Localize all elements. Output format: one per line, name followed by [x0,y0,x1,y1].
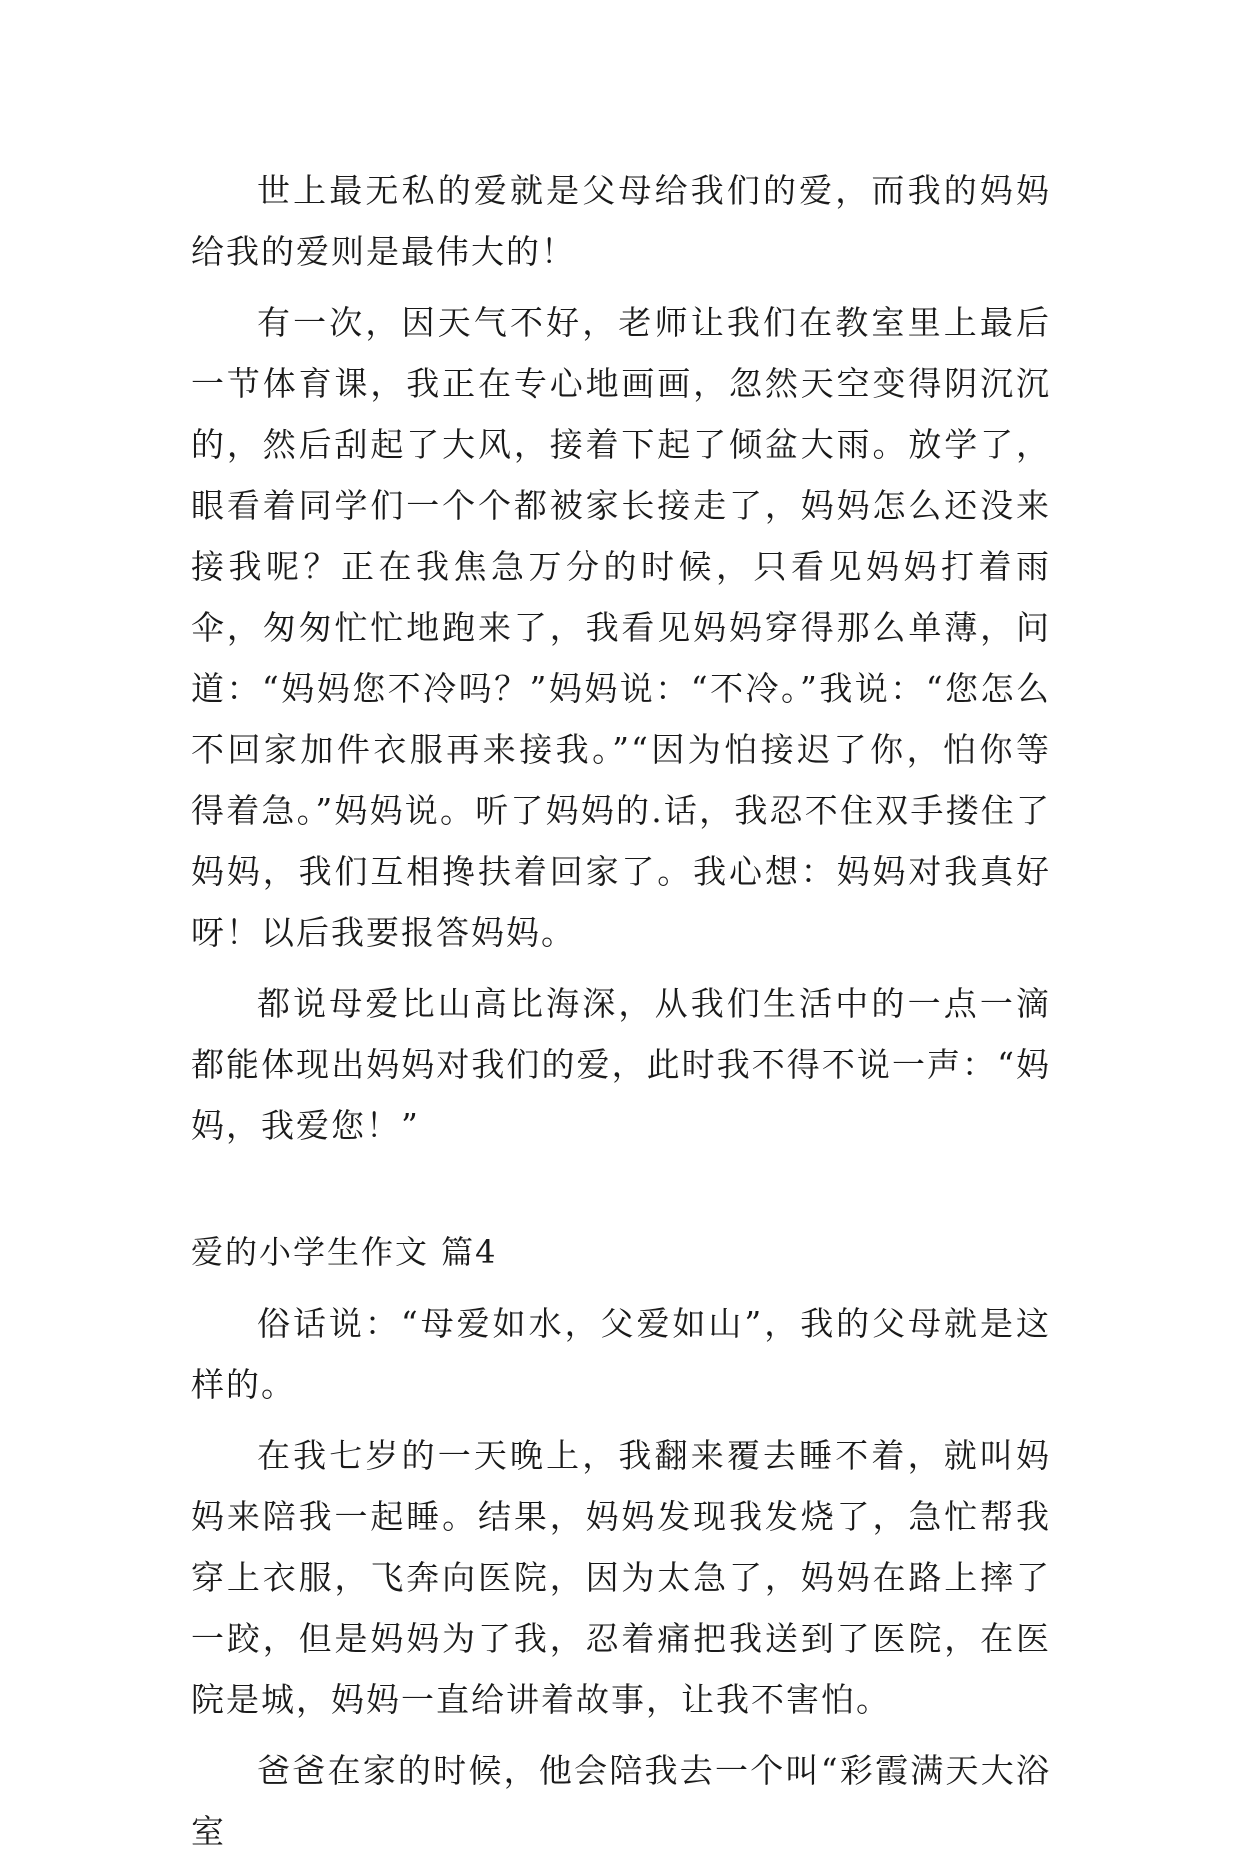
paragraph: 俗话说：“母爱如水，父爱如山”，我的父母就是这样的。 [191,1304,1051,1404]
document-body [191,160,1051,1872]
paragraph: 有一次，因天气不好，老师让我们在教室里上最后一节体育课，我正在专心地画画，忽然天空变得阴沉沉的，然后刮起了大风，接着下起了倾盆大雨。放学了，眼看着同学们一个个都被家长接走了，妈妈怎么还没来接我呢？正在我焦急万分的时候，只看见妈妈打着雨伞，匆匆忙忙地跑来了，我看见妈妈穿得那么单薄，问道：“妈妈您不冷吗？”妈妈说：“不冷。”我说：“您怎么不回家加件衣服再来接我。”“因为怕接迟了你，怕你等得着急。”妈妈说。听了妈妈的.话，我忍不住双手搂住了妈妈，我们互相搀扶着回家了。我心想：妈妈对我真好呀！以后我要报答妈妈。 [191,303,1051,952]
paragraph: 世上最无私的爱就是父母给我们的爱，而我的妈妈给我的爱则是最伟大的！ [191,171,1051,271]
paragraph: 都说母爱比山高比海深，从我们生活中的一点一滴都能体现出妈妈对我们的爱，此时我不得不说一声：“妈妈，我爱您！” [191,984,1051,1145]
paragraph: 在我七岁的一天晚上，我翻来覆去睡不着，就叫妈妈来陪我一起睡。结果，妈妈发现我发烧了，急忙帮我穿上衣服，飞奔向医院，因为太急了，妈妈在路上摔了一跤，但是妈妈为了我，忍着痛把我送到了医院，在医院是城，妈妈一直给讲着故事，让我不害怕。 [191,1436,1051,1719]
paragraph: 爸爸在家的时候，他会陪我去一个叫“彩霞满天大浴室 [191,1751,1051,1851]
section-heading: 爱的小学生作文 篇4 [191,1233,498,1271]
